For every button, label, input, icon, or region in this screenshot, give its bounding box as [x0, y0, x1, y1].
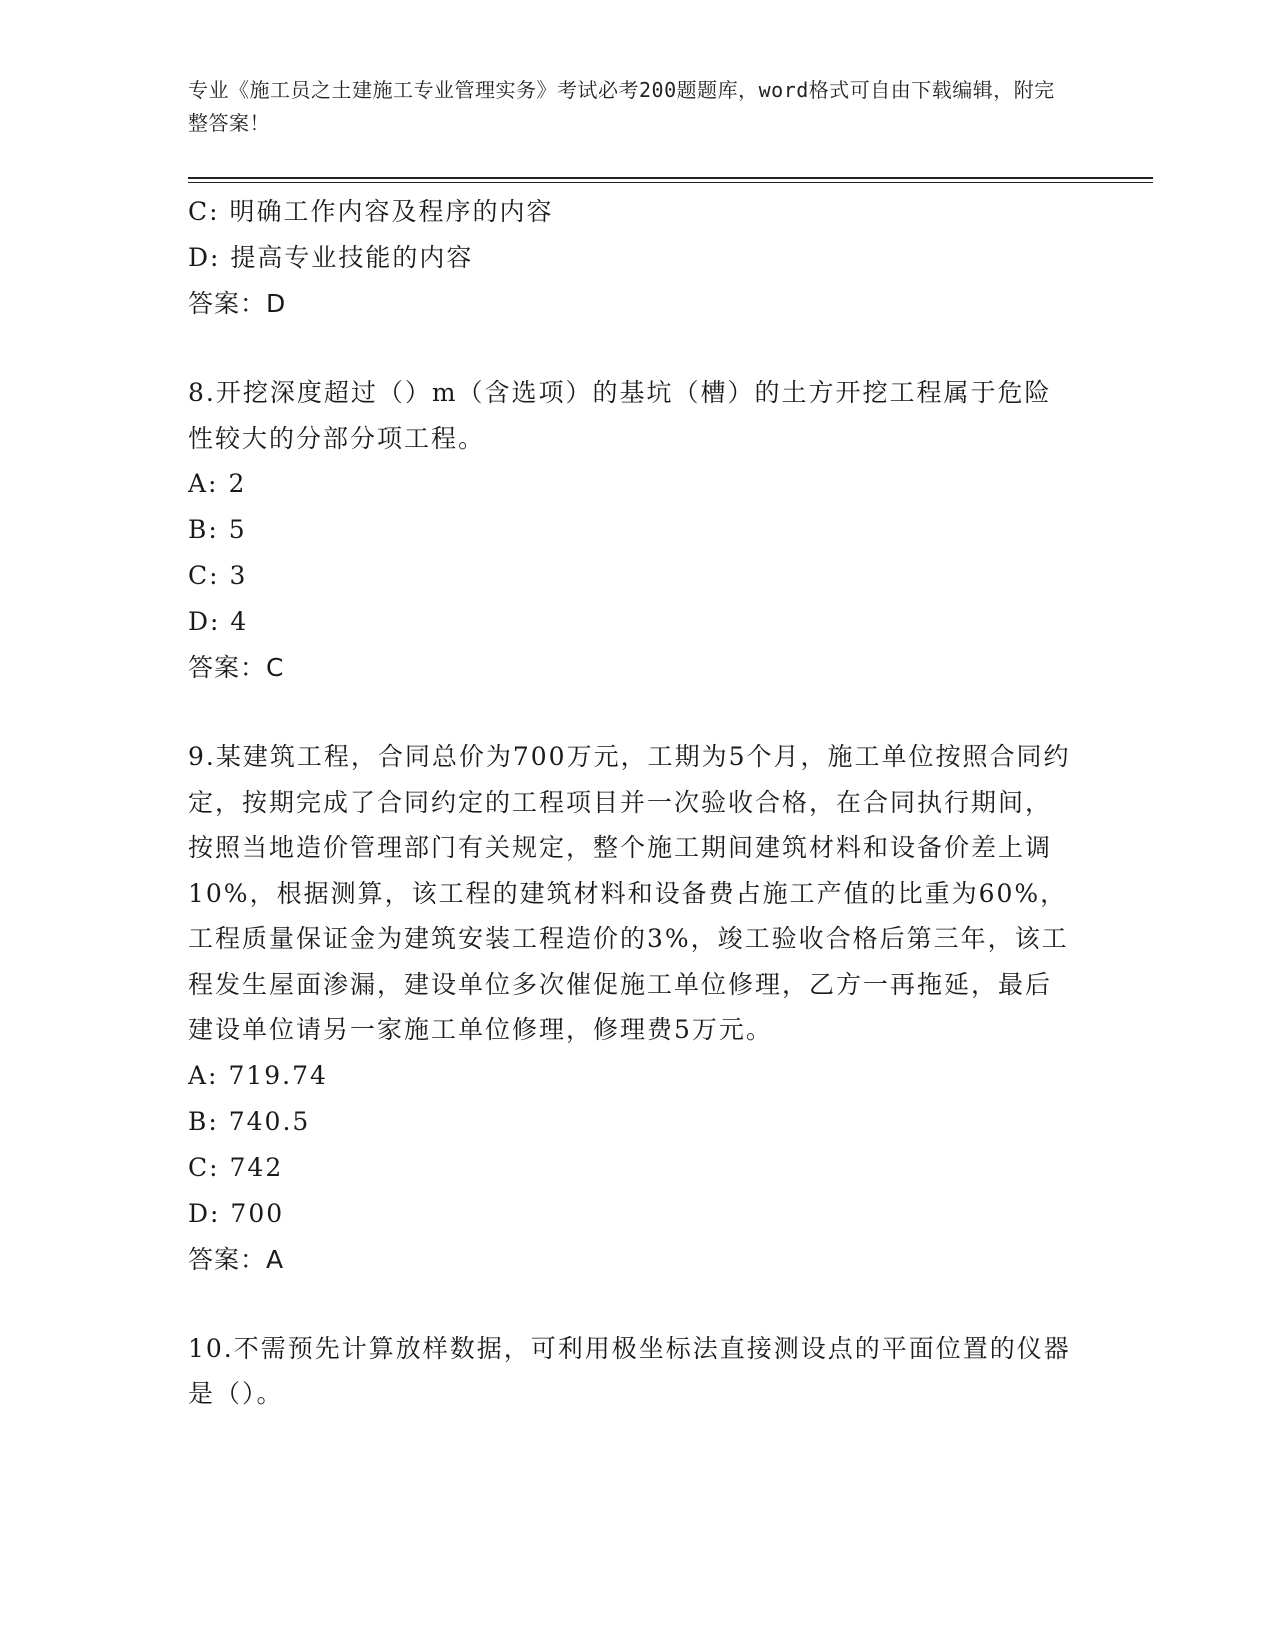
answer-line: 答案：C — [188, 653, 285, 682]
option-c: C: 742 — [188, 1152, 284, 1182]
option-c: C: 3 — [188, 561, 248, 590]
question-8-block — [188, 370, 1078, 691]
document-body — [188, 189, 1078, 1417]
question-10-block — [188, 1326, 1078, 1417]
question-9-text: 9.某建筑工程，合同总价为700万元，工期为5个月，施工单位按照合同约定，按期完成了合同约定的工程项目并一次验收合格，在合同执行期间，按照当地造价管理部门有关规定，整个施工期间建筑材料和设备价差上调10%，根据测算，该工程的建筑材料和设备费占施工产值的比重为60%，工程质量保证金为建筑安装工程造价的3%，竣工验收合格后第三年，该工程发生屋面渗漏，建设单位多次催促施工单位修理，乙方一再拖延，最后建设单位请另一家施工单位修理，修理费5万元。 — [188, 742, 1071, 1044]
option-b: B: 740.5 — [188, 1106, 311, 1136]
question-9-block — [188, 734, 1078, 1283]
answer-line: 答案：D — [188, 289, 287, 318]
document-title: 专业《施工员之土建施工专业管理实务》考试必考200题题库，word格式可自由下载编辑，附完整答案！ — [188, 78, 1055, 135]
option-d: D: 提高专业技能的内容 — [188, 243, 474, 272]
option-c: C: 明确工作内容及程序的内容 — [188, 197, 554, 226]
prev-question-block — [188, 189, 1078, 327]
question-8-text: 8.开挖深度超过（）m（含选项）的基坑（槽）的土方开挖工程属于危险性较大的分部分项工程。 — [188, 378, 1052, 453]
option-d: D: 700 — [188, 1198, 285, 1228]
document-header — [188, 74, 1068, 140]
header-divider-thick — [188, 177, 1153, 179]
option-a: A: 719.74 — [188, 1060, 328, 1090]
answer-line: 答案：A — [188, 1244, 285, 1274]
option-b: B: 5 — [188, 515, 247, 544]
question-10-text: 10.不需预先计算放样数据，可利用极坐标法直接测设点的平面位置的仪器是（）。 — [188, 1333, 1071, 1408]
header-divider-thin — [188, 182, 1153, 183]
option-a: A: 2 — [188, 469, 247, 498]
option-d: D: 4 — [188, 607, 249, 636]
